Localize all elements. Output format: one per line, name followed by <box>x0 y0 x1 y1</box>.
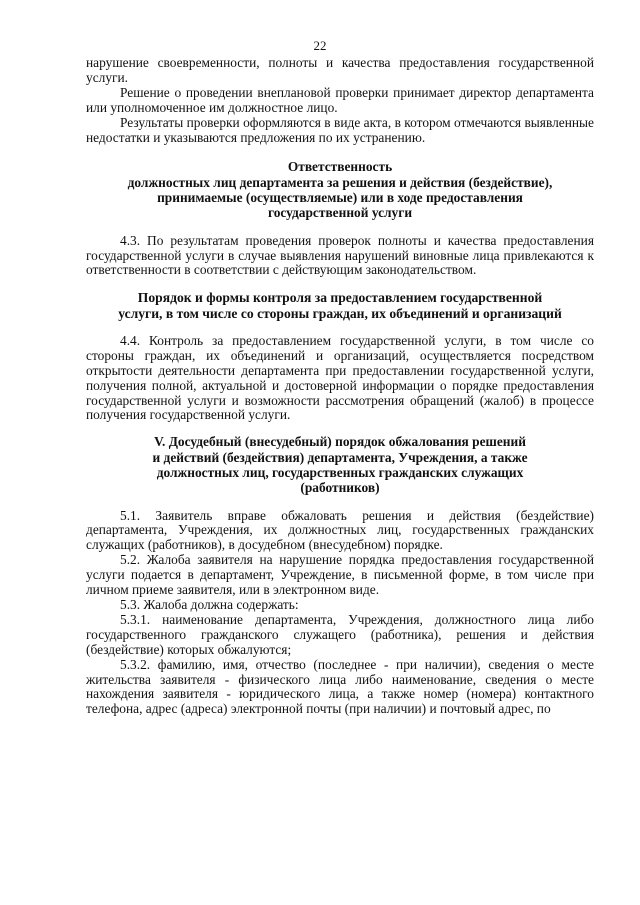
paragraph-violation-continuation: нарушение своевременности, полноты и качества предоставления государственной услуги. <box>86 55 594 85</box>
paragraph-5-1: 5.1. Заявитель вправе обжаловать решения и действия (бездействие) департамента, Учреждения, их должностных лиц, государственных гражданских служащих (работников), в досудебном (внесудебном) порядке. <box>86 507 594 553</box>
paragraph-4-3: 4.3. По результатам проведения проверок полноты и качества предоставления государственной услуги в случае выявления нарушений виновные лица привлекаются к ответственности в соответствии с действующим законодательством. <box>86 232 594 278</box>
document-body <box>86 56 594 717</box>
heading-line: (работников) <box>300 480 380 496</box>
heading-line: государственной услуги <box>267 205 413 221</box>
heading-responsibility <box>86 159 594 220</box>
paragraph-inspection-results: Результаты проверки оформляются в виде акта, в котором отмечаются выявленные недостатки и указываются предложения по их устранению. <box>86 114 594 145</box>
heading-line: V. Досудебный (внесудебный) порядок обжалования решений <box>154 434 526 450</box>
heading-line: и действий (бездействия) департамента, Учреждения, а также <box>152 449 528 465</box>
heading-control-procedure <box>86 290 594 321</box>
heading-line: услуги, в том числе со стороны граждан, их объединений и организаций <box>118 305 562 321</box>
paragraph-4-4: 4.4. Контроль за предоставлением государственной услуги, в том числе со стороны граждан, их объединений и организаций, осуществляется посредством открытости деятельности департамента при предоставлении государственной услуги, получения полной, актуальной и достоверной информации о порядке предоставления государственной услуги и возможности рассмотрения обращений (жалоб) в процессе получения государственной услуги. <box>86 332 594 423</box>
heading-line: Ответственность <box>287 159 393 175</box>
paragraph-5-3-1: 5.3.1. наименование департамента, Учреждения, должностного лица либо государственного гражданского служащего (работника), решения и действия (бездействие) которых обжалуются; <box>86 611 594 657</box>
paragraph-5-2: 5.2. Жалоба заявителя на нарушение порядка предоставления государственной услуги подается в департамент, Учреждение, в письменной форме, в том числе при личном приеме заявителя, или в электронном виде. <box>86 552 594 598</box>
paragraph-5-3-2: 5.3.2. фамилию, имя, отчество (последнее - при наличии), сведения о месте жительства заявителя - физического лица либо наименование, сведения о месте нахождения заявителя - юридического лица, а также номер (номера) контактного телефона, адрес (адреса) электронной почты (при наличии) и почтовый адрес, по <box>86 656 594 717</box>
heading-line: Порядок и формы контроля за предоставлением государственной <box>137 290 543 306</box>
heading-line: должностных лиц департамента за решения и действия (бездействие), <box>127 174 553 190</box>
paragraph-unscheduled-inspection: Решение о проведении внеплановой проверки принимает директор департамента или уполномоченное им должностное лицо. <box>86 84 594 115</box>
paragraph-5-3: 5.3. Жалоба должна содержать: <box>120 597 299 612</box>
page-number: 22 <box>313 38 327 53</box>
heading-section-v <box>86 434 594 495</box>
heading-line: принимаемые (осуществляемые) или в ходе предоставления <box>157 190 523 206</box>
heading-line: должностных лиц, государственных гражданских служащих <box>156 464 524 480</box>
